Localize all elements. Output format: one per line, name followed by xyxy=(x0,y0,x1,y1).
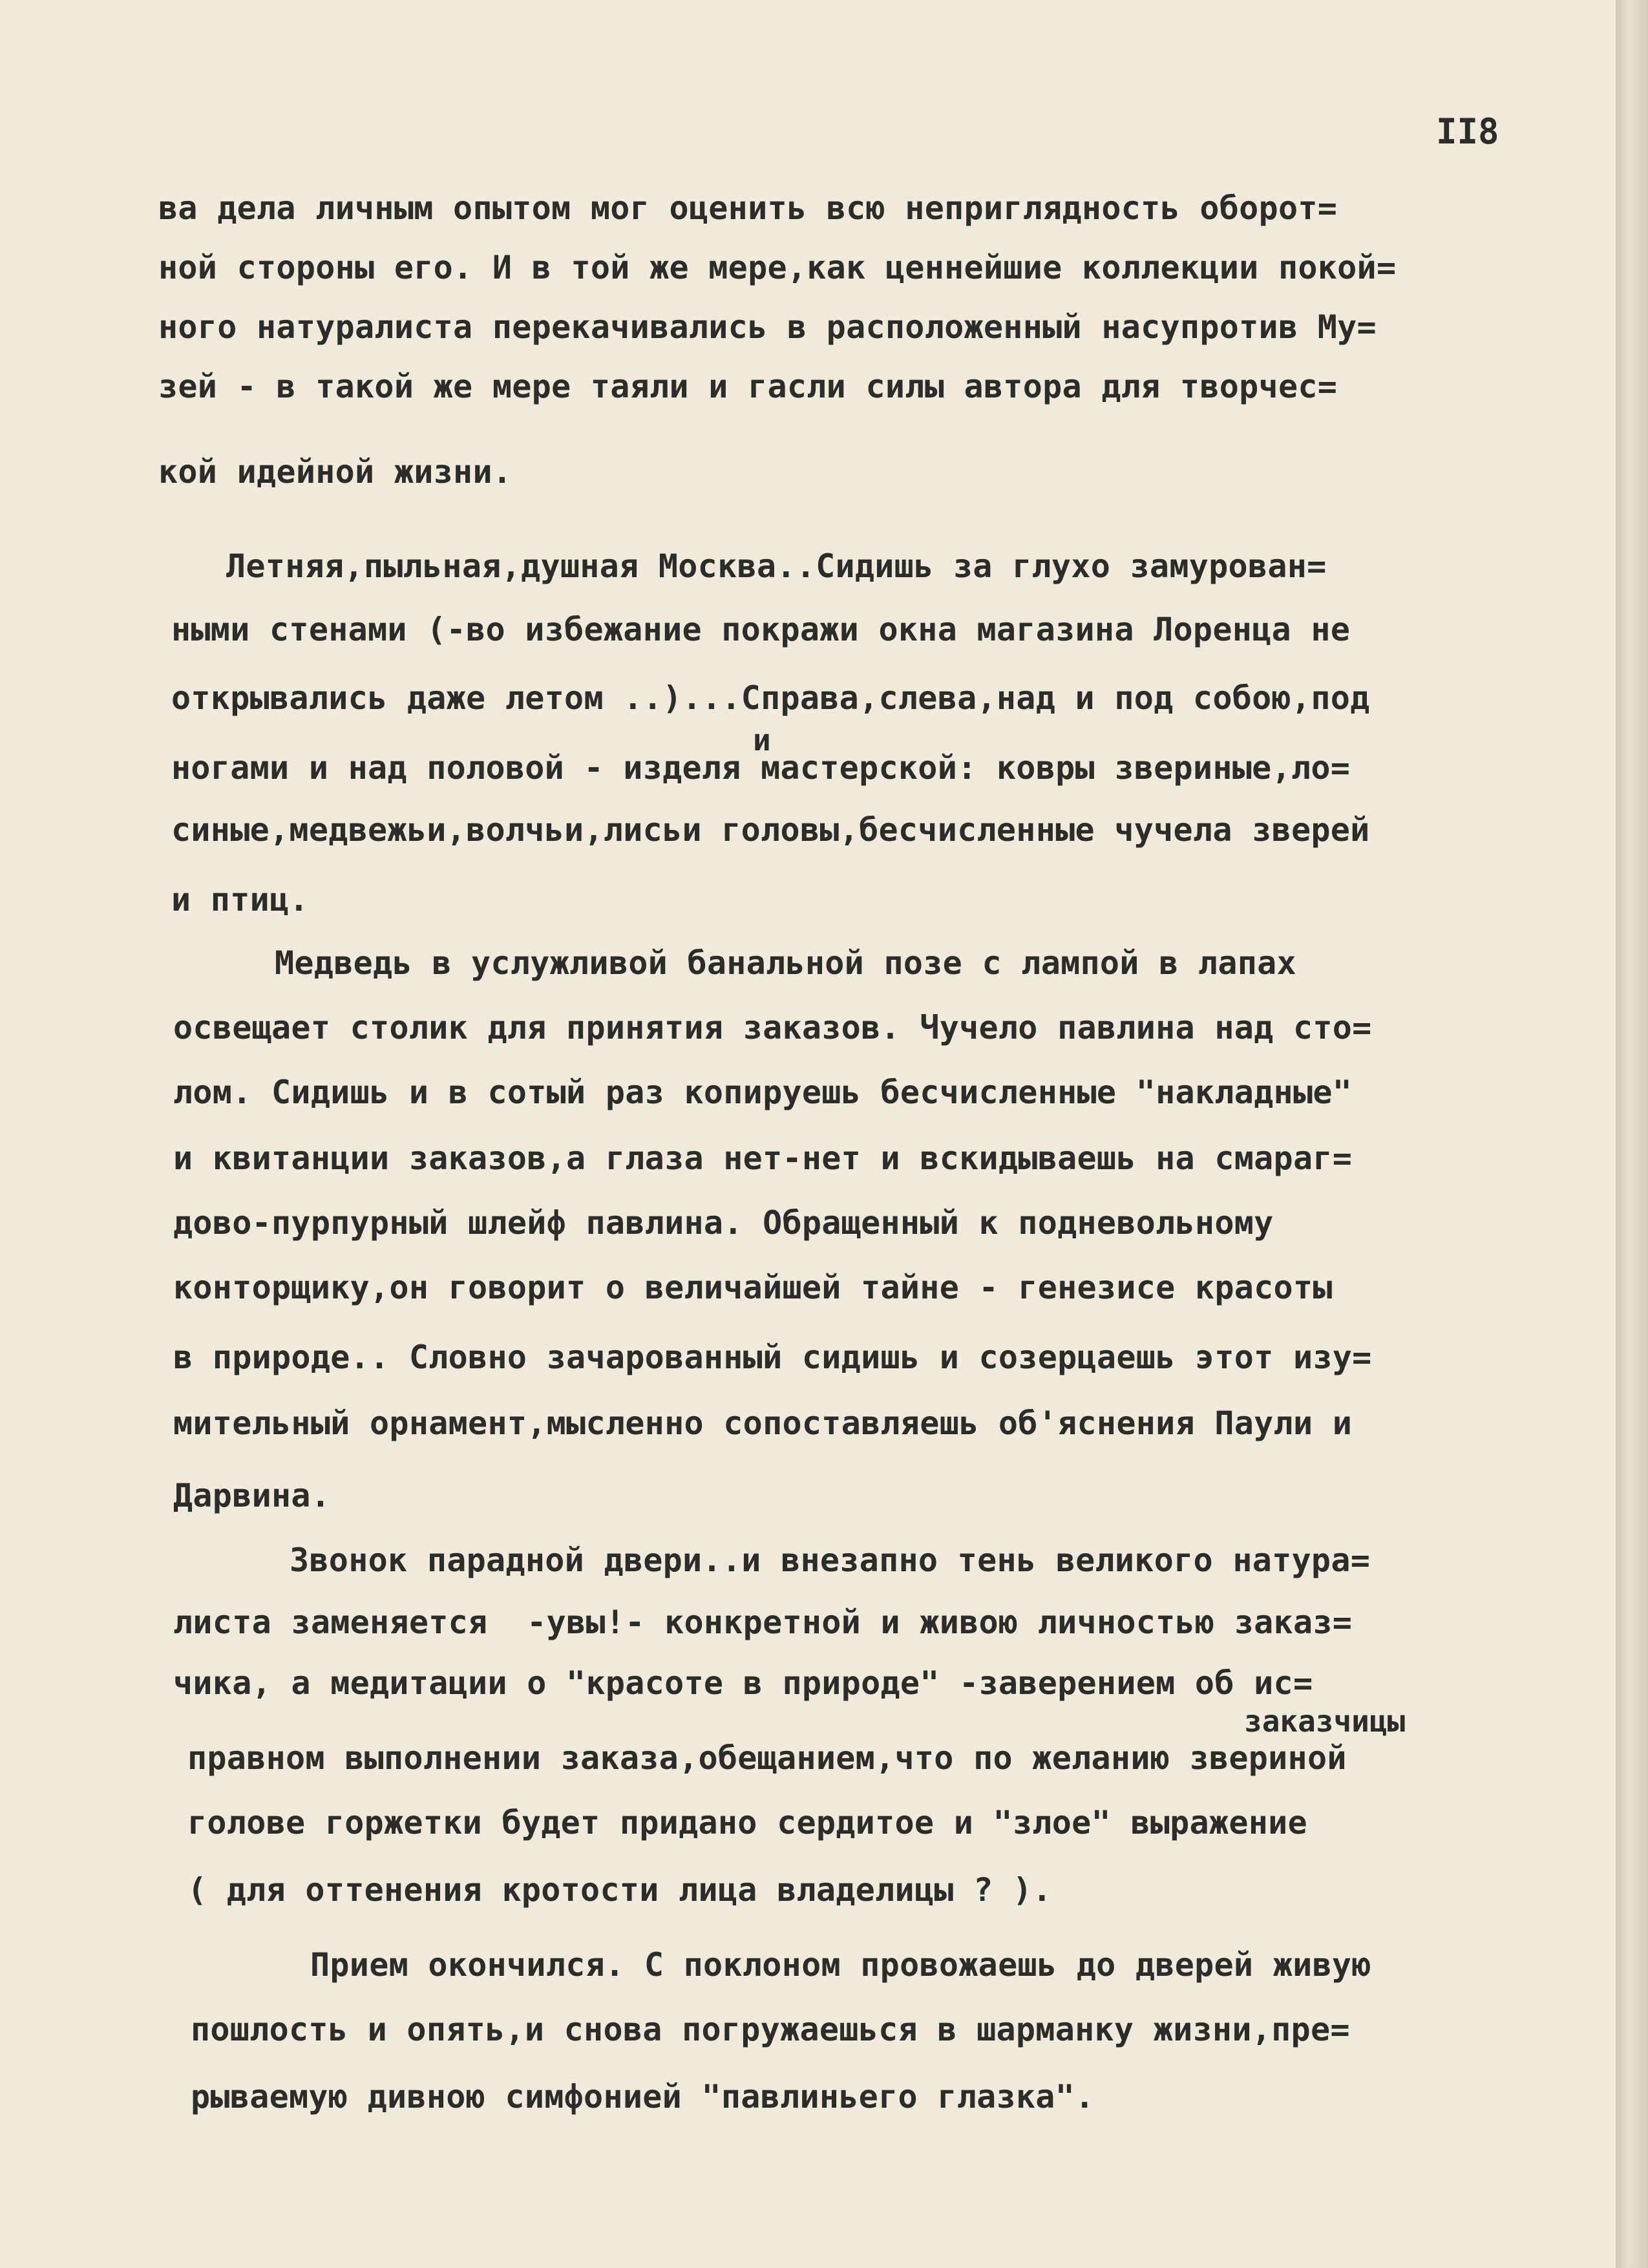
text-line: Дарвина. xyxy=(173,1477,331,1514)
text-line: зей - в такой же мере таяли и гасли силы автора для творчес= xyxy=(158,368,1338,405)
text-line: Медведь в услужливой банальной позе с лампой в лапах xyxy=(275,944,1296,982)
text-line: ными стенами (-во избежание покражи окна магазина Лоренца не xyxy=(171,611,1351,648)
text-line: лом. Сидишь и в сотый раз копируешь бесчисленные "накладные" xyxy=(173,1074,1353,1111)
page-number: II8 xyxy=(1436,111,1499,152)
text-line: кой идейной жизни. xyxy=(158,453,512,491)
text-line: Прием окончился. С поклоном провожаешь до дверей живую xyxy=(310,1946,1371,1984)
paper-edge xyxy=(1616,0,1648,2268)
handwritten-insert: и xyxy=(753,723,771,758)
text-line: открывались даже летом ..)...Справа,слева,над и под собою,под xyxy=(171,679,1370,717)
text-line: Звонок парадной двери..и внезапно тень великого натура= xyxy=(290,1542,1371,1579)
text-line: ва дела личным опытом мог оценить всю неприглядность оборот= xyxy=(158,189,1338,227)
text-line: ной стороны его. И в той же мере,как ценнейшие коллекции покой= xyxy=(158,249,1397,286)
text-line: дово-пурпурный шлейф павлина. Обращенный к подневольному xyxy=(173,1204,1274,1242)
text-line: чика, а медитации о "красоте в природе" -заверением об ис= xyxy=(173,1664,1313,1702)
handwritten-insert: заказчицы xyxy=(1244,1704,1406,1739)
text-line: ( для оттенения кротости лица владелицы ? ). xyxy=(187,1871,1052,1909)
text-line: в природе.. Словно зачарованный сидишь и созерцаешь этот изу= xyxy=(173,1339,1372,1376)
text-line: ного натуралиста перекачивались в расположенный насупротив Му= xyxy=(158,308,1377,346)
text-line: пошлость и опять,и снова погружаешься в шарманку жизни,пре= xyxy=(191,2011,1350,2048)
text-line: и птиц. xyxy=(171,881,309,918)
text-line: правном выполнении заказа,обещанием,что по желанию звериной xyxy=(187,1739,1347,1777)
text-line: листа заменяется -увы!- конкретной и живою личностью заказ= xyxy=(173,1604,1353,1641)
text-line: ногами и над половой - изделя мастерской: ковры звериные,ло= xyxy=(171,749,1351,787)
text-line: Летняя,пыльная,душная Москва..Сидишь за глухо замурован= xyxy=(226,547,1327,585)
text-line: мительный орнамент,мысленно сопоставляешь об'яснения Паули и xyxy=(173,1404,1353,1442)
text-line: освещает столик для принятия заказов. Чучело павлина над сто= xyxy=(173,1009,1372,1046)
text-line: рываемую дивною симфонией "павлиньего глазка". xyxy=(191,2078,1095,2115)
text-line: и квитанции заказов,а глаза нет-нет и вскидываешь на смараг= xyxy=(173,1139,1353,1177)
text-line: голове горжетки будет придано сердитое и "злое" выражение xyxy=(187,1804,1307,1841)
text-line: синые,медвежьи,волчьи,лисьи головы,бесчисленные чучела зверей xyxy=(171,811,1370,849)
text-line: конторщику,он говорит о величайшей тайне - генезисе красоты xyxy=(173,1269,1333,1306)
